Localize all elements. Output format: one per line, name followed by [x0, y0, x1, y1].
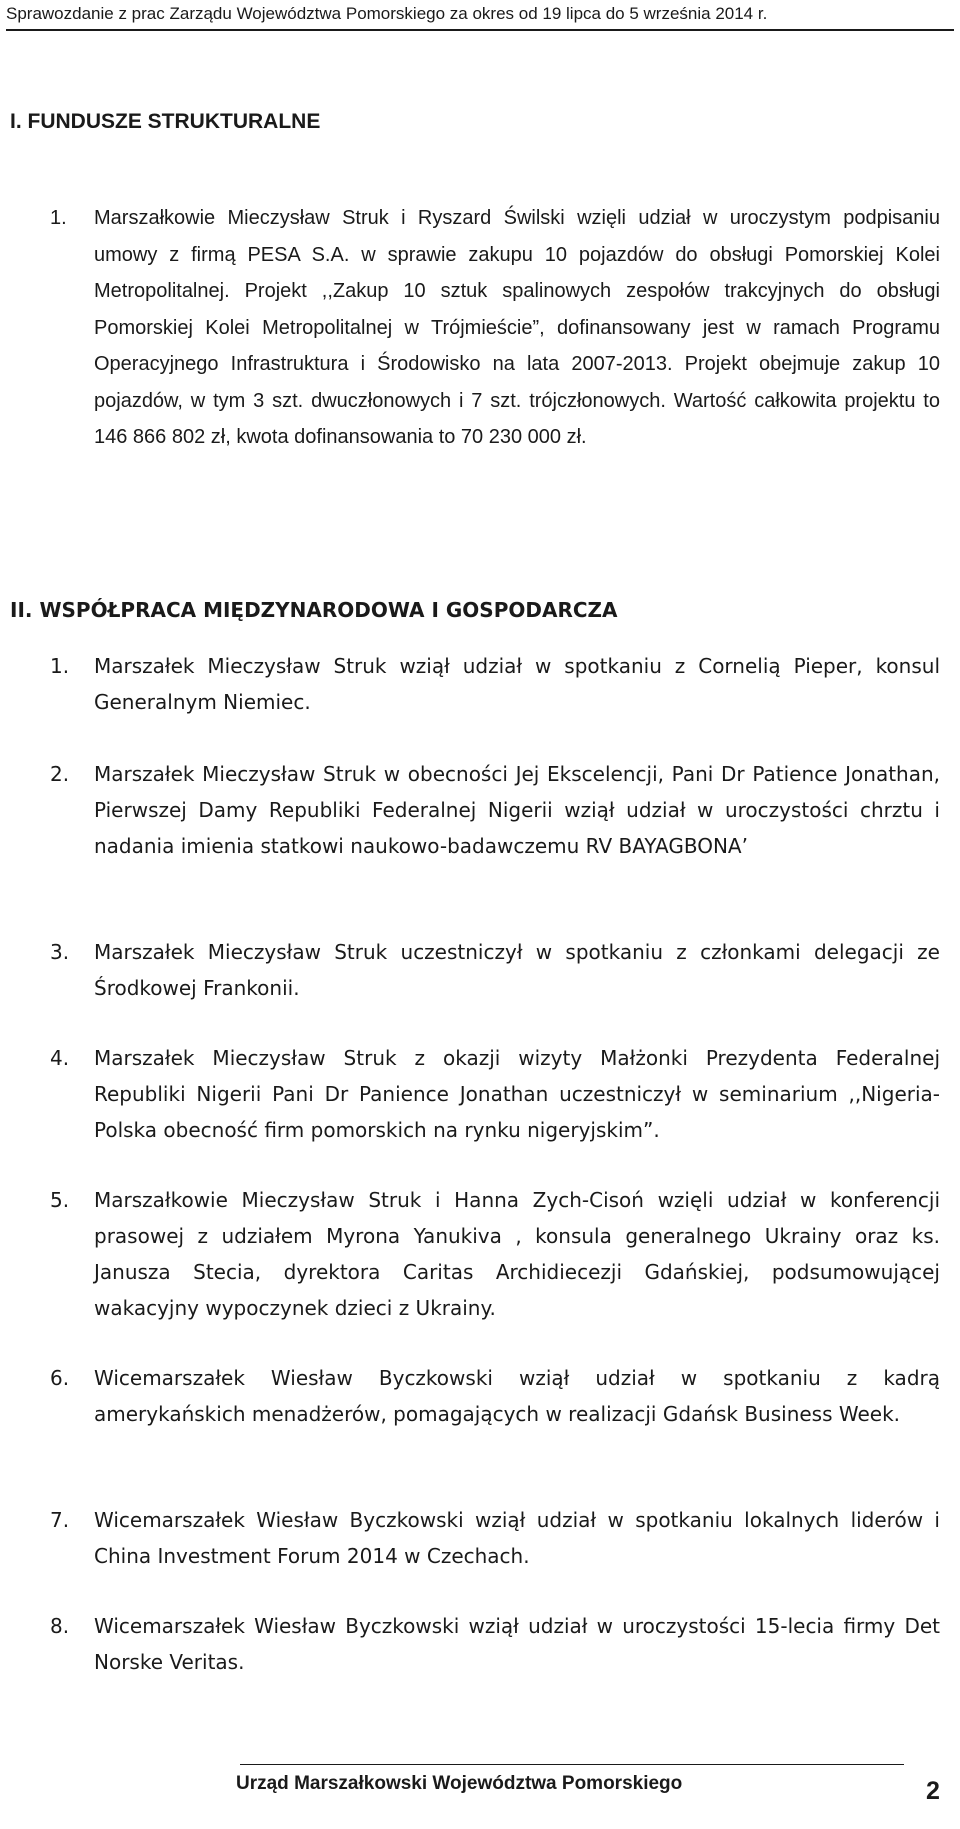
- list-item-text: Marszałek Mieczysław Struk wziął udział w spotkaniu z Cornelią Pieper, konsul Generalnym Niemiec.: [94, 654, 940, 714]
- list-item-number: 1.: [50, 207, 67, 229]
- list-item-number: 8.: [50, 1614, 70, 1638]
- list-item-text: Wicemarszałek Wiesław Byczkowski wziął udział w spotkaniu z kadrą amerykańskich menadżerów, pomagających w realizacji Gdańsk Business Week.: [94, 1366, 940, 1426]
- header-title: Sprawozdanie z prac Zarządu Województwa Pomorskiego za okres od 19 lipca do 5 września 2014 r.: [6, 4, 768, 23]
- list-item-number: 6.: [50, 1366, 70, 1390]
- list-item-number: 7.: [50, 1508, 70, 1532]
- list-item-number: 2.: [50, 762, 70, 786]
- list-item-text: Marszałek Mieczysław Struk uczestniczył w spotkaniu z członkami delegacji ze Środkowej Frankonii.: [94, 940, 940, 1000]
- list-item-text: Marszałek Mieczysław Struk z okazji wizyty Małżonki Prezydenta Federalnej Republiki Nigerii Pani Dr Panience Jonathan uczestniczył w seminarium ,,Nigeria-Polska obecność firm pomorskich na rynku nigeryjskim”.: [94, 1046, 940, 1142]
- list-item-number: 1.: [50, 654, 70, 678]
- page-number: 2: [926, 1777, 940, 1805]
- list-item-number: 3.: [50, 940, 70, 964]
- list-item-number: 5.: [50, 1188, 70, 1212]
- section-title-international-cooperation: II. WSPÓŁPRACA MIĘDZYNARODOWA I GOSPODARCZA: [10, 598, 618, 622]
- list-item-text: Wicemarszałek Wiesław Byczkowski wziął udział w uroczystości 15-lecia firmy Det Norske Veritas.: [94, 1614, 940, 1674]
- page-header: [6, 2, 954, 31]
- section-title-structural-funds: I. FUNDUSZE STRUKTURALNE: [10, 110, 321, 133]
- list-item-text: Marszałek Mieczysław Struk w obecności Jej Ekscelencji, Pani Dr Patience Jonathan, Pierwszej Damy Republiki Federalnej Nigerii wziął udział w uroczystości chrztu i nadania imienia statkowi naukowo-badawczemu RV BAYAGBONA’: [94, 762, 940, 858]
- list-item-text: Marszałkowie Mieczysław Struk i Hanna Zych-Cisoń wzięli udział w konferencji prasowej z udziałem Myrona Yanukiva , konsula generalnego Ukrainy oraz ks. Janusza Stecia, dyrektora Caritas Archidiecezji Gdańskiej, podsumowującej wakacyjny wypoczynek dzieci z Ukrainy.: [94, 1188, 940, 1320]
- footer-divider: [240, 1764, 904, 1765]
- list-item-text: Wicemarszałek Wiesław Byczkowski wziął udział w spotkaniu lokalnych liderów i China Investment Forum 2014 w Czechach.: [94, 1508, 940, 1568]
- footer-organization: Urząd Marszałkowski Województwa Pomorskiego: [236, 1773, 683, 1794]
- list-item-text: Marszałkowie Mieczysław Struk i Ryszard Świlski wzięli udział w uroczystym podpisaniu umowy z firmą PESA S.A. w sprawie zakupu 10 pojazdów do obsługi Pomorskiej Kolei Metropolitalnej. Projekt ,,Zakup 10 sztuk spalinowych zespołów trakcyjnych do obsługi Pomorskiej Kolei Metropolitalnej w Trójmieście”, dofinansowany jest w ramach Programu Operacyjnego Infrastruktura i Środowisko na lata 2007-2013. Projekt obejmuje zakup 10 pojazdów, w tym 3 szt. dwuczłonowych i 7 szt. trójczłonowych. Wartość całkowita projektu to 146 866 802 zł, kwota dofinansowania to 70 230 000 zł.: [94, 207, 940, 448]
- list-item-number: 4.: [50, 1046, 70, 1070]
